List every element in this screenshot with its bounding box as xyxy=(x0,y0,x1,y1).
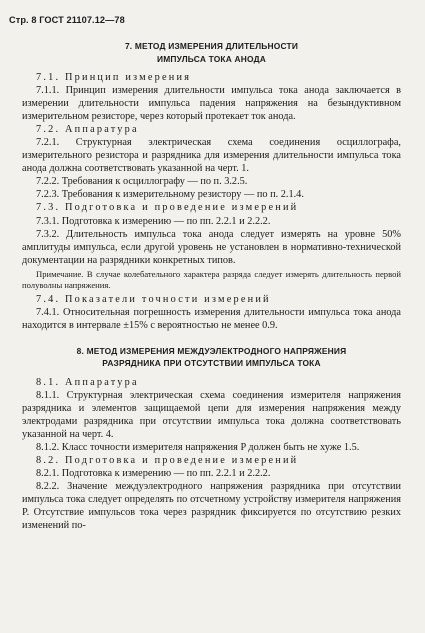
paragraph-7-3-2: 7.3.2. Длительность импульса тока анода следует измерять на уровне 50% амплитуды импульса, если другой уровень не установлен в нормативно-технической документации на разрядники конкретных типов. xyxy=(22,228,401,266)
subsection-7-4-title: 7.4. Показатели точности измерений xyxy=(36,293,271,305)
note-7: Примечание. В случае колебательного характера разряда следует измерять длительность первой полуволны напряжения. xyxy=(22,268,401,290)
paragraph-7-3-1: 7.3.1. Подготовка к измерению — по пп. 2.2.1 и 2.2.2. xyxy=(36,215,271,227)
paragraph-8-2-1: 8.2.1. Подготовка к измерению — по пп. 2.2.1 и 2.2.2. xyxy=(36,468,271,480)
page-header: Стр. 8 ГОСТ 21107.12—78 xyxy=(9,15,125,25)
paragraph-7-4-1: 7.4.1. Относительная погрешность измерения длительности импульса тока анода находится в интервале ±15% с вероятностью не менее 0.9. xyxy=(22,306,401,331)
section-7-title-line2: ИМПУЛЬСА ТОКА АНОДА xyxy=(156,53,267,64)
section-7-title-line1: 7. МЕТОД ИЗМЕРЕНИЯ ДЛИТЕЛЬНОСТИ xyxy=(124,41,299,51)
paragraph-8-1-1: 8.1.1. Структурная электрическая схема соединения измерителя напряжения разрядника и элементов защищаемой цепи для измерения напряжения между электродами разрядника при отсутствии импульса тока должна соответствовать указанной на черт. 4. xyxy=(22,389,401,441)
subsection-7-2-title: 7.2. Аппаратура xyxy=(36,124,139,136)
paragraph-7-2-1: 7.2.1. Структурная электрическая схема соединения осциллографа, измерительного резистора и разрядника для измерения длительности импульса тока анода должна соответствовать указанной на черт. 1. xyxy=(22,137,401,175)
subsection-7-1-title: 7.1. Принцип измерения xyxy=(36,72,192,83)
paragraph-7-2-3: 7.2.3. Требования к измерительному резистору — по п. 2.1.4. xyxy=(36,189,304,201)
subsection-7-3-title: 7.3. Подготовка и проведение измерений xyxy=(36,202,299,214)
paragraph-8-1-2: 8.1.2. Класс точности измерителя напряжения P должен быть не хуже 1.5. xyxy=(36,442,360,454)
document-body xyxy=(22,40,401,532)
section-8-title-line1: 8. МЕТОД ИЗМЕРЕНИЯ МЕЖДУЭЛЕКТРОДНОГО НАПРЯЖЕНИЯ xyxy=(76,345,347,356)
section-8-title-line2: РАЗРЯДНИКА ПРИ ОТСУТСТВИИ ИМПУЛЬСА ТОКА xyxy=(102,358,321,369)
paragraph-7-1-1: 7.1.1. Принцип измерения длительности импульса тока анода заключается в измерении длительности импульса падения напряжения на безындуктивном измерительном резисторе, через который протекает ток анода. xyxy=(22,85,401,123)
subsection-8-1-title: 8.1. Аппаратура xyxy=(36,376,139,388)
paragraph-8-2-2: 8.2.2. Значение междуэлектродного напряжения разрядника при отсутствии импульса тока следует определять по отсчетному устройству измерителя напряжения P. Отсутствие импульсов тока через разрядник фиксируется по отсутствию резких изменений по- xyxy=(22,481,401,532)
paragraph-7-2-2: 7.2.2. Требования к осциллографу — по п. 3.2.5. xyxy=(36,176,248,188)
subsection-8-2-title: 8.2. Подготовка и проведение измерений xyxy=(36,455,299,467)
